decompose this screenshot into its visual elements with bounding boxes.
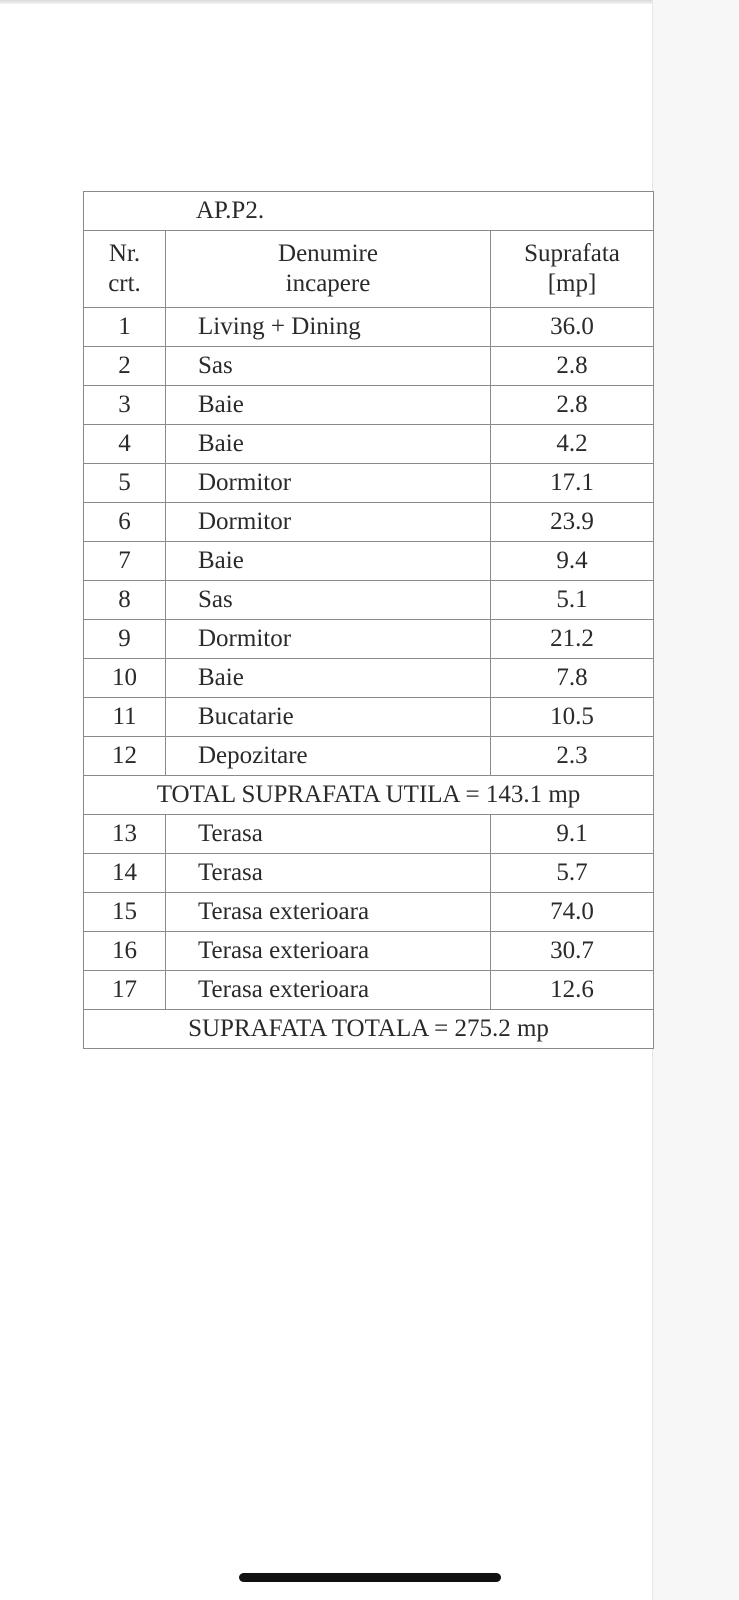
row-number: 6: [84, 503, 166, 542]
room-name: Baie: [166, 542, 491, 581]
table-row: [84, 815, 654, 854]
room-area: 30.7: [491, 932, 654, 971]
row-number: 1: [84, 308, 166, 347]
table-row: [84, 854, 654, 893]
row-number: 13: [84, 815, 166, 854]
room-name: Baie: [166, 425, 491, 464]
room-name: Terasa exterioara: [166, 893, 491, 932]
room-name: Baie: [166, 659, 491, 698]
row-number: 7: [84, 542, 166, 581]
table-row: [84, 737, 654, 776]
row-number: 2: [84, 347, 166, 386]
table-row: [84, 308, 654, 347]
room-area: 74.0: [491, 893, 654, 932]
room-area: 36.0: [491, 308, 654, 347]
room-name: Dormitor: [166, 503, 491, 542]
room-name: Sas: [166, 581, 491, 620]
room-area: 21.2: [491, 620, 654, 659]
row-number: 14: [84, 854, 166, 893]
room-name: Dormitor: [166, 620, 491, 659]
table-row: [84, 893, 654, 932]
room-name: Terasa: [166, 854, 491, 893]
total-utila-row: [84, 776, 654, 815]
room-name: Depozitare: [166, 737, 491, 776]
table-row: [84, 581, 654, 620]
table-row: [84, 386, 654, 425]
room-area: 17.1: [491, 464, 654, 503]
table-row: [84, 347, 654, 386]
room-name: Baie: [166, 386, 491, 425]
total-totala-row: [84, 1010, 654, 1049]
header-area: Suprafata [mp]: [491, 231, 654, 308]
table-row: [84, 464, 654, 503]
room-name: Terasa exterioara: [166, 971, 491, 1010]
scan-right-margin: [652, 0, 739, 1600]
apartment-title: AP.P2.: [84, 192, 654, 231]
table-row: [84, 971, 654, 1010]
table-row: [84, 698, 654, 737]
room-name: Terasa: [166, 815, 491, 854]
row-number: 12: [84, 737, 166, 776]
total-area: SUPRAFATA TOTALA = 275.2 mp: [84, 1010, 654, 1049]
scan-top-edge: [0, 0, 739, 4]
header-room-name: Denumire incapere: [166, 231, 491, 308]
room-area: 9.4: [491, 542, 654, 581]
table-row: [84, 620, 654, 659]
room-area: 10.5: [491, 698, 654, 737]
room-area: 23.9: [491, 503, 654, 542]
room-area: 2.3: [491, 737, 654, 776]
table-row: [84, 932, 654, 971]
table-row: [84, 659, 654, 698]
header-nr-crt: Nr. crt.: [84, 231, 166, 308]
room-name: Bucatarie: [166, 698, 491, 737]
row-number: 8: [84, 581, 166, 620]
room-name: Living + Dining: [166, 308, 491, 347]
table-header-row: [84, 231, 654, 308]
room-name: Sas: [166, 347, 491, 386]
room-area: 2.8: [491, 386, 654, 425]
row-number: 15: [84, 893, 166, 932]
row-number: 10: [84, 659, 166, 698]
row-number: 11: [84, 698, 166, 737]
row-number: 16: [84, 932, 166, 971]
room-area: 2.8: [491, 347, 654, 386]
total-usable-area: TOTAL SUPRAFATA UTILA = 143.1 mp: [84, 776, 654, 815]
row-number: 5: [84, 464, 166, 503]
row-number: 3: [84, 386, 166, 425]
room-area: 5.7: [491, 854, 654, 893]
room-area: 5.1: [491, 581, 654, 620]
table-row: [84, 425, 654, 464]
room-area: 12.6: [491, 971, 654, 1010]
row-number: 9: [84, 620, 166, 659]
table-row: [84, 503, 654, 542]
room-area-table: [83, 191, 654, 1049]
table-title-row: [84, 192, 654, 231]
room-name: Dormitor: [166, 464, 491, 503]
room-area: 4.2: [491, 425, 654, 464]
home-indicator[interactable]: [239, 1573, 501, 1582]
room-area: 9.1: [491, 815, 654, 854]
room-area: 7.8: [491, 659, 654, 698]
row-number: 4: [84, 425, 166, 464]
table-row: [84, 542, 654, 581]
room-name: Terasa exterioara: [166, 932, 491, 971]
row-number: 17: [84, 971, 166, 1010]
